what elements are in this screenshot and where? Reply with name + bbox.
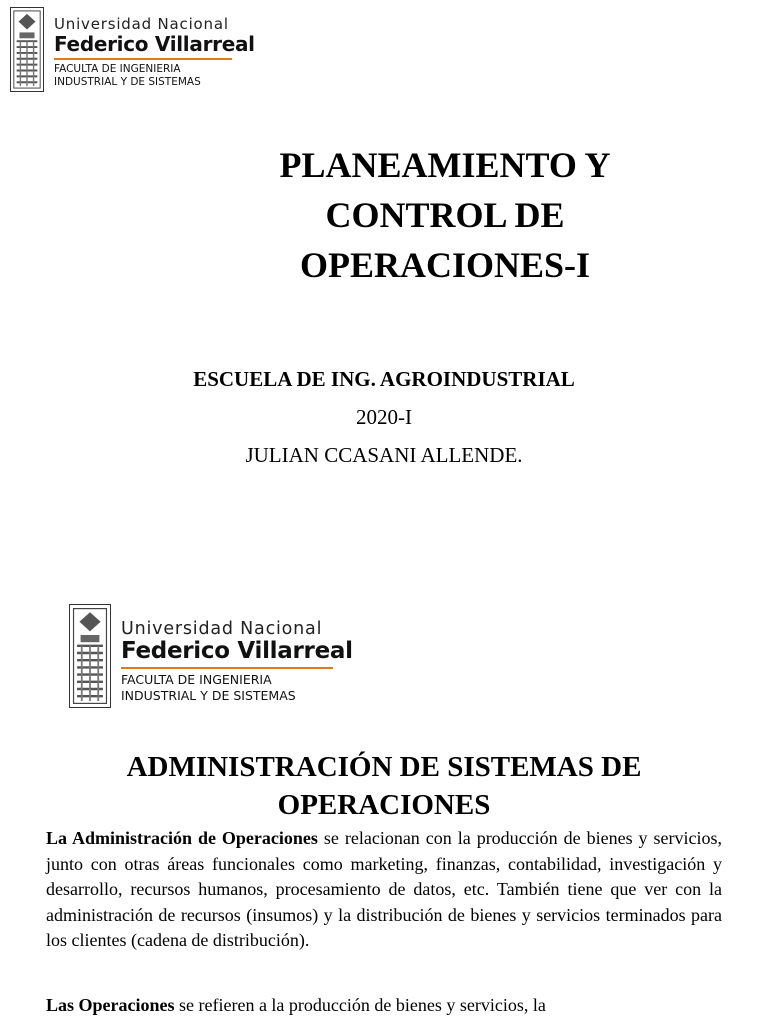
university-name-line2: Federico Villarreal	[121, 638, 353, 664]
cover-title-line1: PLANEAMIENTO Y	[279, 145, 611, 185]
university-name-line1: Universidad Nacional	[121, 619, 323, 639]
author-name: JULIAN CCASANI ALLENDE.	[245, 443, 523, 467]
cover-title-line3: OPERACIONES-I	[299, 245, 591, 285]
paragraph-operations-management	[46, 826, 722, 954]
paragraph-body: se refieren a la producción de bienes y servicios, la	[174, 995, 546, 1015]
logo-text-block	[54, 7, 255, 89]
paragraph-body: se relacionan con la producción de bienes y servicios, junto con otras áreas funcionales como marketing, finanzas, contabilidad, investigación y desarrollo, recursos humanos, procesamiento de datos, etc. También tiene que ver con la administración de recursos (insumos) y la distribución de bienes y servicios terminados para los clientes (cadena de distribución).	[46, 828, 722, 950]
paragraph-term: La Administración de Operaciones	[46, 828, 318, 848]
section-title-line1: ADMINISTRACIÓN DE SISTEMAS DE	[126, 751, 642, 783]
faculty-line1: FACULTA DE INGENIERIA	[121, 672, 272, 687]
university-emblem-icon	[10, 7, 44, 92]
university-name-line2: Federico Villarreal	[54, 32, 255, 56]
section-title-line2: OPERACIONES	[277, 789, 491, 821]
university-logo-top	[10, 7, 255, 92]
logo-accent-rule	[121, 667, 333, 669]
university-emblem-icon	[69, 604, 111, 708]
faculty-line1: FACULTA DE INGENIERIA	[54, 63, 181, 75]
paragraph-operations	[46, 993, 722, 1019]
cover-title-line2: CONTROL DE	[325, 195, 565, 235]
logo-text-block	[121, 604, 353, 704]
cover-title	[230, 140, 660, 290]
faculty-line2: INDUSTRIAL Y DE SISTEMAS	[121, 688, 296, 703]
school-name: ESCUELA DE ING. AGROINDUSTRIAL	[193, 367, 575, 391]
university-logo-mid	[69, 604, 353, 708]
faculty-line2: INDUSTRIAL Y DE SISTEMAS	[54, 76, 201, 88]
logo-accent-rule	[54, 58, 232, 60]
academic-term: 2020-I	[356, 405, 412, 429]
university-name-line1: Universidad Nacional	[54, 15, 229, 33]
section-title	[40, 748, 728, 824]
paragraph-term: Las Operaciones	[46, 995, 175, 1015]
